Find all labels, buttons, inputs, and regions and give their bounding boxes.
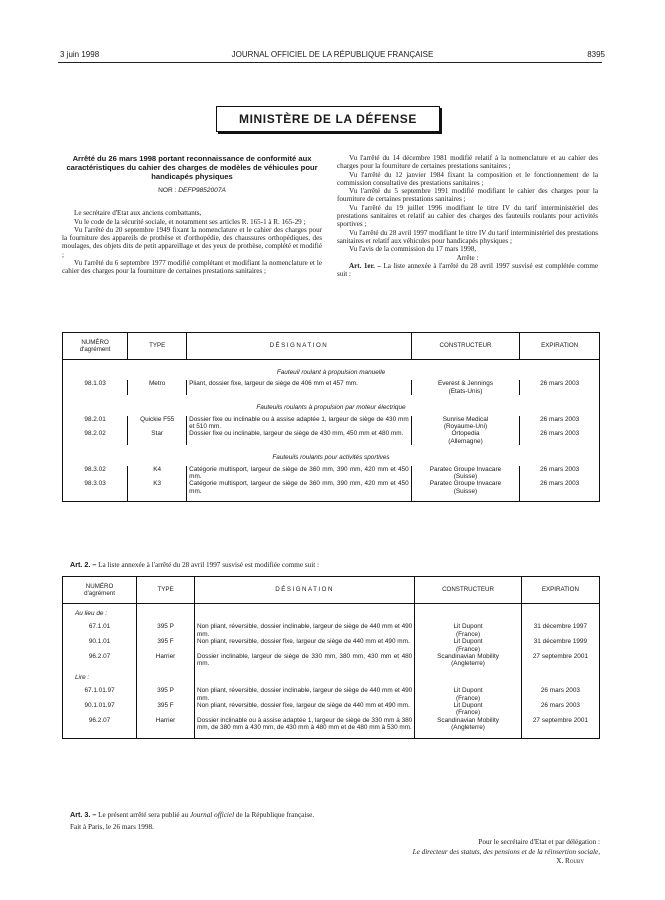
table-row (63, 380, 600, 395)
cell-type: 395 P (137, 623, 195, 638)
article-3-journal: Journal officiel (189, 811, 235, 819)
right-column (337, 154, 598, 278)
column-header-expiration: EXPIRATION (521, 577, 599, 604)
group-label: Lire : (63, 668, 137, 687)
column-header-constructeur: CONSTRUCTEUR (411, 333, 520, 360)
cell-expiration: 27 septembre 2001 (521, 653, 599, 668)
left-column (62, 154, 322, 276)
group-label-row (63, 668, 600, 687)
paragraph: Le secrétaire d'Etat aux anciens combattants, (74, 209, 202, 218)
constructeur-country: (Angleterre) (451, 724, 485, 732)
constructeur-name: Paratec Groupe Invacare (429, 480, 502, 488)
cell-constructeur (411, 480, 520, 495)
section-title: Fauteuils roulants à propulsion par moteur électrique (63, 395, 600, 415)
table-row (63, 653, 600, 668)
constructeur-country: (France) (455, 709, 481, 717)
cell-type: 395 F (137, 702, 195, 717)
section-title: Fauteuils roulants pour activités sportives (63, 445, 600, 465)
section-row (63, 445, 600, 465)
cell-designation: Dossier inclinable ou à assise adaptée 1, largeur de siège de 330 mm à 380 mm, de 380 mm à 430 mm, de 430 mm à 480 mm et de 480 mm à 530 mm. (194, 717, 414, 732)
cell-numero: 98.2.02 (63, 430, 128, 445)
paragraph: Vu le code de la sécurité sociale, et notamment ses articles R. 165-1 à R. 165-29 ; (74, 217, 306, 226)
table-row (63, 480, 600, 495)
section-row (63, 395, 600, 415)
cell-designation: Catégorie multisport, largeur de siège de 360 mm, 390 mm, 420 mm et 450 mm. (187, 466, 412, 481)
paragraph: Vu l'arrêté du 19 juillet 1996 modifiant le titre IV du tarif interministériel des prestations sanitaires et relatif au cahier des charges des fauteuils roulants pour activités sportives ; (337, 203, 598, 229)
cell-expiration: 26 mars 2003 (520, 380, 600, 395)
signature-name: X. Rouby (556, 857, 584, 865)
table-row (63, 430, 600, 445)
cell-designation: Non pliant, réversible, dossier inclinable, largeur de siège de 440 mm et 490 mm. (194, 623, 414, 638)
cell-numero: 98.3.03 (63, 480, 128, 495)
cell-type: Metro (128, 380, 187, 395)
cell-expiration: 31 décembre 1997 (521, 623, 599, 638)
constructeur-name: Lit Dupont (453, 687, 483, 695)
cell-constructeur (415, 717, 522, 732)
cell-designation: Non pliant, réversible, dossier fixe, largeur de siège de 440 mm et 490 mm. (194, 702, 414, 717)
constructeur-country: (France) (455, 645, 481, 653)
cell-designation: Dossier fixe ou inclinable, largeur de siège de 430 mm, 450 mm et 480 mm. (187, 430, 412, 445)
table-row (63, 687, 600, 702)
column-header-type: TYPE (137, 577, 195, 604)
cell-numero: 96.2.07 (63, 653, 137, 668)
ministry-heading: MINISTÈRE DE LA DÉFENSE (216, 106, 440, 132)
constructeur-name: Sunrise Medical (442, 415, 489, 423)
column-header-numero (63, 333, 128, 360)
paragraph: Vu l'arrêté du 6 septembre 1977 modifié complétant et modifiant la nomenclature et le cahier des charges pour la fourniture de certaines prestations sanitaires ; (62, 259, 322, 276)
cell-type: Harrier (137, 653, 195, 668)
cell-numero: 98.3.02 (63, 466, 128, 481)
article-1 (337, 262, 598, 279)
table-row (63, 416, 600, 431)
article-3 (70, 810, 314, 820)
header-numero-line1: NUMÉRO (85, 582, 114, 590)
cell-designation: Non pliant, réversible, dossier inclinable, largeur de siège de 440 mm et 490 mm. (194, 687, 414, 702)
cell-constructeur (415, 653, 522, 668)
cell-numero: 67.1.01 (63, 623, 137, 638)
column-header-numero (63, 577, 137, 604)
constructeur-country: (Etats-Unis) (448, 387, 483, 395)
group-label: Au lieu de : (63, 604, 137, 624)
paragraph: Vu l'arrêté du 14 décembre 1981 modifié relatif à la nomenclature et au cahier des charges pour la fourniture de certaines prestations sanitaires ; (337, 154, 598, 171)
article-2-label: Art. 2. – (70, 560, 97, 569)
constructeur-country: (Suisse) (453, 487, 478, 495)
nor-label: NOR : (158, 187, 177, 194)
cell-designation: Dossier fixe ou inclinable ou à assise adaptée 1, largeur de siège de 430 mm et 510 mm. (187, 416, 412, 431)
cell-expiration: 26 mars 2003 (520, 480, 600, 495)
header-page-number: 8395 (587, 50, 605, 59)
signature-title: Le directeur des statuts, des pensions et de la réinsertion sociale, (412, 847, 600, 856)
column-header-designation: DÉSIGNATION (187, 333, 412, 360)
constructeur-name: Ortopedia (451, 430, 480, 438)
constructeur-name: Scandinavian Mobility (437, 716, 499, 724)
article-3-label: Art. 3. – (70, 810, 97, 819)
paragraph: Vu l'avis de la commission du 17 mars 1998, (349, 245, 477, 254)
header-rule (58, 62, 602, 63)
constructeur-name: Everest & Jennings (437, 380, 493, 388)
column-header-type: TYPE (128, 333, 187, 360)
constructeur-country: (France) (455, 694, 481, 702)
cell-constructeur (415, 638, 522, 653)
cell-constructeur (415, 623, 522, 638)
cell-type: Star (128, 430, 187, 445)
constructeur-country: (Royaume-Uni) (443, 423, 488, 431)
table-spacer (63, 495, 600, 502)
constructeur-country: (Angleterre) (451, 660, 485, 668)
column-header-constructeur: CONSTRUCTEUR (415, 577, 522, 604)
signature-block (320, 838, 600, 867)
constructeur-country: (France) (455, 630, 481, 638)
group-label-row (63, 604, 600, 624)
signature-delegation: Pour le secrétaire d'Etat et par délégation : (478, 838, 600, 846)
header-numero-line1: NUMÉRO (81, 338, 109, 346)
header-journal-title: JOURNAL OFFICIEL DE LA RÉPUBLIQUE FRANÇAISE (231, 50, 434, 59)
cell-designation: Catégorie multisport, largeur de siège de 360 mm, 390 mm, 420 mm et 450 mm. (187, 480, 412, 495)
cell-numero: 96.2.07 (63, 717, 137, 732)
table-modification-list (62, 576, 600, 739)
cell-expiration: 26 mars 2003 (521, 687, 599, 702)
article-2 (70, 560, 319, 570)
cell-type: Quickie F55 (128, 416, 187, 431)
column-header-designation: DÉSIGNATION (194, 577, 414, 604)
article-2-text: La liste annexée à l'arrêté du 28 avril 1997 susvisé est modifiée comme suit : (98, 561, 320, 569)
cell-constructeur (415, 687, 522, 702)
table-row (63, 717, 600, 732)
nor-reference (62, 187, 322, 195)
cell-designation: Pliant, dossier fixe, largeur de siège de 406 mm et 457 mm. (187, 380, 412, 395)
arrete-title: Arrêté du 26 mars 1998 portant reconnaissance de conformité aux caractéristiques du cahier des charges de modèles de véhicules pour handicapés physiques (66, 154, 318, 181)
table-spacer (63, 732, 600, 739)
table-row (63, 466, 600, 481)
constructeur-name: Paratec Groupe Invacare (429, 465, 502, 473)
header-numero-line2: d'agrément (84, 590, 115, 597)
article-1-label: Art. 1er. – (349, 261, 381, 270)
constructeur-name: Lit Dupont (453, 623, 483, 631)
section-title: Fauteuil roulant à propulsion manuelle (63, 360, 600, 381)
cell-constructeur (411, 430, 520, 445)
cell-numero: 98.1.03 (63, 380, 128, 395)
constructeur-name: Scandinavian Mobility (437, 653, 499, 661)
nor-value: DEFP9852007A (178, 187, 226, 194)
header-numero-line2: d'agrément (79, 346, 111, 353)
cell-constructeur (411, 416, 520, 431)
cell-type: Harrier (137, 717, 195, 732)
cell-numero: 90.1.01 (63, 638, 137, 653)
cell-type: 395 P (137, 687, 195, 702)
fait-a-paris: Fait à Paris, le 26 mars 1998. (70, 823, 154, 831)
cell-numero: 90.1.01.97 (63, 702, 137, 717)
cell-designation: Non pliant, reversible, dossier fixe, largeur de siège de 440 mm et 490 mm. (194, 638, 414, 653)
table-row (63, 623, 600, 638)
arrete-word: Arrête : (456, 253, 479, 262)
header-date: 3 juin 1998 (60, 50, 100, 59)
cell-expiration: 26 mars 2003 (521, 702, 599, 717)
cell-designation: Dossier inclinable, largeur de siège de 330 mm, 380 mm, 430 mm et 480 mm. (194, 653, 414, 668)
cell-numero: 98.2.01 (63, 416, 128, 431)
paragraph: Vu l'arrêté du 5 septembre 1991 modifié modifiant le cahier des charges pour la fourniture de certaines prestations sanitaires ; (337, 187, 598, 204)
cell-expiration: 26 mars 2003 (520, 416, 600, 431)
cell-expiration: 27 septembre 2001 (521, 717, 599, 732)
cell-constructeur (411, 380, 520, 395)
paragraph: Vu l'arrêté du 12 janvier 1984 fixant la composition et le fonctionnement de la commission consultative des prestations sanitaires ; (337, 170, 598, 187)
constructeur-country: (Allemagne) (448, 437, 483, 445)
paragraph: Vu l'arrêté du 28 avril 1997 modifiant le titre IV du tarif interministériel des prestations sanitaires et relatif aux véhicules pour handicapés physiques ; (337, 228, 598, 245)
cell-expiration: 26 mars 2003 (520, 466, 600, 481)
cell-expiration: 31 décembre 1999 (521, 638, 599, 653)
cell-expiration: 26 mars 2003 (520, 430, 600, 445)
column-header-expiration: EXPIRATION (520, 333, 600, 360)
section-row (63, 360, 600, 381)
constructeur-name: Lit Dupont (453, 638, 483, 646)
table-row (63, 702, 600, 717)
cell-constructeur (411, 466, 520, 481)
table-completion-list (62, 332, 600, 502)
cell-numero: 67.1.01.97 (63, 687, 137, 702)
article-1-text: La liste annexée à l'arrêté du 28 avril 1997 susvisé est complétée comme suit : (337, 261, 598, 279)
table-row (63, 638, 600, 653)
paragraph: Vu l'arrêté du 20 septembre 1949 fixant la nomenclature et le cahier des charges pour la fourniture des appareils de prothèse et d'orthopédie, des chaussures orthopédiques, des moulages, des objets dits de petit appareillage et des yeux de prothèse, complété et modifié ; (62, 225, 322, 259)
article-3-text-after: de la République française. (235, 811, 315, 819)
constructeur-name: Lit Dupont (453, 702, 483, 710)
cell-type: 395 F (137, 638, 195, 653)
cell-type: K3 (128, 480, 187, 495)
constructeur-country: (Suisse) (453, 473, 478, 481)
cell-type: K4 (128, 466, 187, 481)
cell-constructeur (415, 702, 522, 717)
article-3-text-before: Le présent arrêté sera publié au (98, 811, 189, 819)
